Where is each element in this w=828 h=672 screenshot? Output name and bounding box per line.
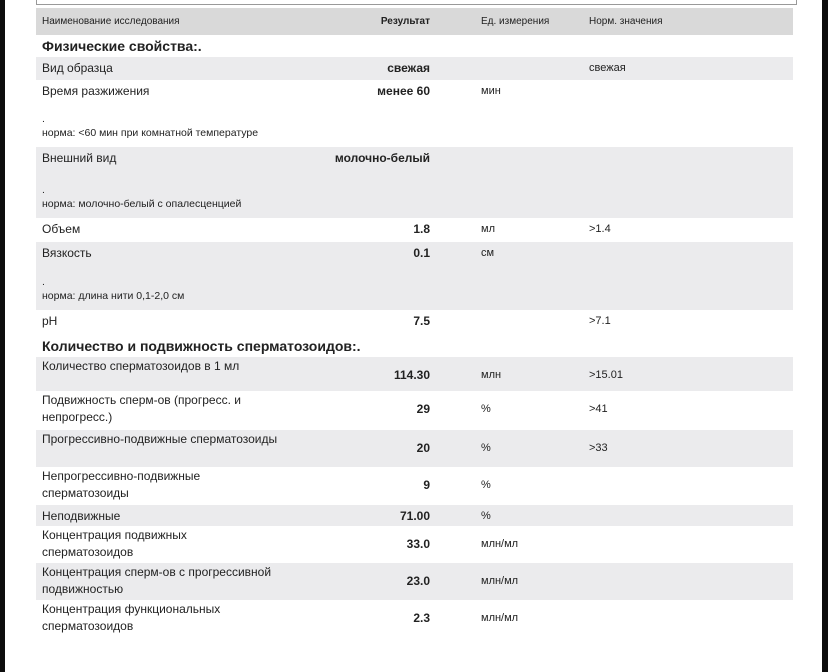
result-value: 114.30 xyxy=(393,368,430,382)
test-name: Прогрессивно-подвижные сперматозоиды xyxy=(42,432,278,446)
table-row xyxy=(36,310,793,335)
results-table xyxy=(36,8,793,640)
result-value: 71.00 xyxy=(399,509,430,523)
unit-value: млн/мл xyxy=(481,612,519,624)
note-marker: . xyxy=(42,276,45,288)
unit-value xyxy=(430,147,589,218)
test-name: Время разжижения xyxy=(42,84,150,98)
unit-value: % xyxy=(481,442,491,454)
test-name: Подвижность сперм-ов (прогресс. и непрогресс.) xyxy=(42,393,241,424)
test-name: Вид образца xyxy=(42,61,113,75)
unit-value: млн/мл xyxy=(481,575,519,587)
test-name: Неподвижные xyxy=(42,509,121,523)
table-row xyxy=(36,467,793,505)
result-value: 1.8 xyxy=(413,222,430,236)
section-title: Физические свойства:. xyxy=(42,38,202,54)
norm-value: свежая xyxy=(589,62,626,74)
norm-note: норма: <60 мин при комнатной температуре xyxy=(42,127,259,139)
table-row xyxy=(36,600,793,640)
norm-value: >33 xyxy=(589,442,608,454)
result-value: 33.0 xyxy=(406,537,430,551)
table-row xyxy=(36,147,793,218)
test-name: Количество сперматозоидов в 1 мл xyxy=(42,359,240,373)
test-name: pH xyxy=(42,314,58,328)
table-row xyxy=(36,505,793,526)
result-value: менее 60 xyxy=(377,84,430,98)
unit-value xyxy=(430,57,589,80)
result-value: 2.3 xyxy=(413,611,430,625)
header-norm: Норм. значения xyxy=(589,16,663,27)
test-name: Концентрация сперм-ов с прогрессивной подвижностью xyxy=(42,565,272,596)
result-value: 23.0 xyxy=(406,574,430,588)
norm-value xyxy=(589,467,793,505)
norm-value xyxy=(589,505,793,526)
table-row xyxy=(36,218,793,242)
test-name: Непрогрессивно-подвижные сперматозоиды xyxy=(42,469,201,500)
norm-note: норма: молочно-белый с опалесценцией xyxy=(42,198,242,210)
unit-value: мин xyxy=(481,85,501,97)
result-value: 9 xyxy=(423,478,430,492)
table-row xyxy=(36,357,793,391)
unit-value: см xyxy=(481,247,495,259)
table-row xyxy=(36,391,793,430)
note-marker: . xyxy=(42,184,45,196)
table-row xyxy=(36,80,793,147)
test-name: Концентрация функциональных сперматозоидов xyxy=(42,602,221,633)
header-name: Наименование исследования xyxy=(42,16,180,27)
norm-value: >15.01 xyxy=(589,369,623,381)
result-value: 0.1 xyxy=(413,246,430,260)
table-row xyxy=(36,57,793,80)
unit-value: млн/мл xyxy=(481,538,519,550)
table-row xyxy=(36,430,793,467)
norm-value xyxy=(589,147,793,218)
result-value: 7.5 xyxy=(413,314,430,328)
note-marker: . xyxy=(42,113,45,125)
previous-section-box xyxy=(36,0,797,5)
table-row xyxy=(36,242,793,310)
unit-value: % xyxy=(481,510,491,522)
table-row xyxy=(36,526,793,563)
result-value: свежая xyxy=(387,61,430,75)
norm-value xyxy=(589,600,793,640)
norm-value xyxy=(589,242,793,310)
result-value: 20 xyxy=(416,441,430,455)
unit-value: % xyxy=(481,403,491,415)
test-name: Объем xyxy=(42,222,81,236)
norm-value xyxy=(589,563,793,600)
unit-value: % xyxy=(481,479,491,491)
unit-value xyxy=(430,310,589,335)
norm-value: >41 xyxy=(589,403,608,415)
test-name: Концентрация подвижных сперматозоидов xyxy=(42,528,187,559)
result-value: 29 xyxy=(416,402,430,416)
unit-value: мл xyxy=(481,223,495,235)
table-header xyxy=(36,8,793,35)
document-page xyxy=(5,0,822,672)
test-name: Внешний вид xyxy=(42,151,117,165)
test-name: Вязкость xyxy=(42,246,92,260)
result-value: молочно-белый xyxy=(334,151,430,165)
norm-note: норма: длина нити 0,1-2,0 см xyxy=(42,290,185,302)
norm-value xyxy=(589,526,793,563)
norm-value: >1.4 xyxy=(589,223,611,235)
norm-value xyxy=(589,80,793,147)
unit-value: млн xyxy=(481,369,502,381)
header-unit: Ед. измерения xyxy=(481,16,550,27)
header-result: Результат xyxy=(380,16,430,27)
norm-value: >7.1 xyxy=(589,315,611,327)
section-title: Количество и подвижность сперматозоидов:. xyxy=(42,338,361,354)
table-row xyxy=(36,563,793,600)
